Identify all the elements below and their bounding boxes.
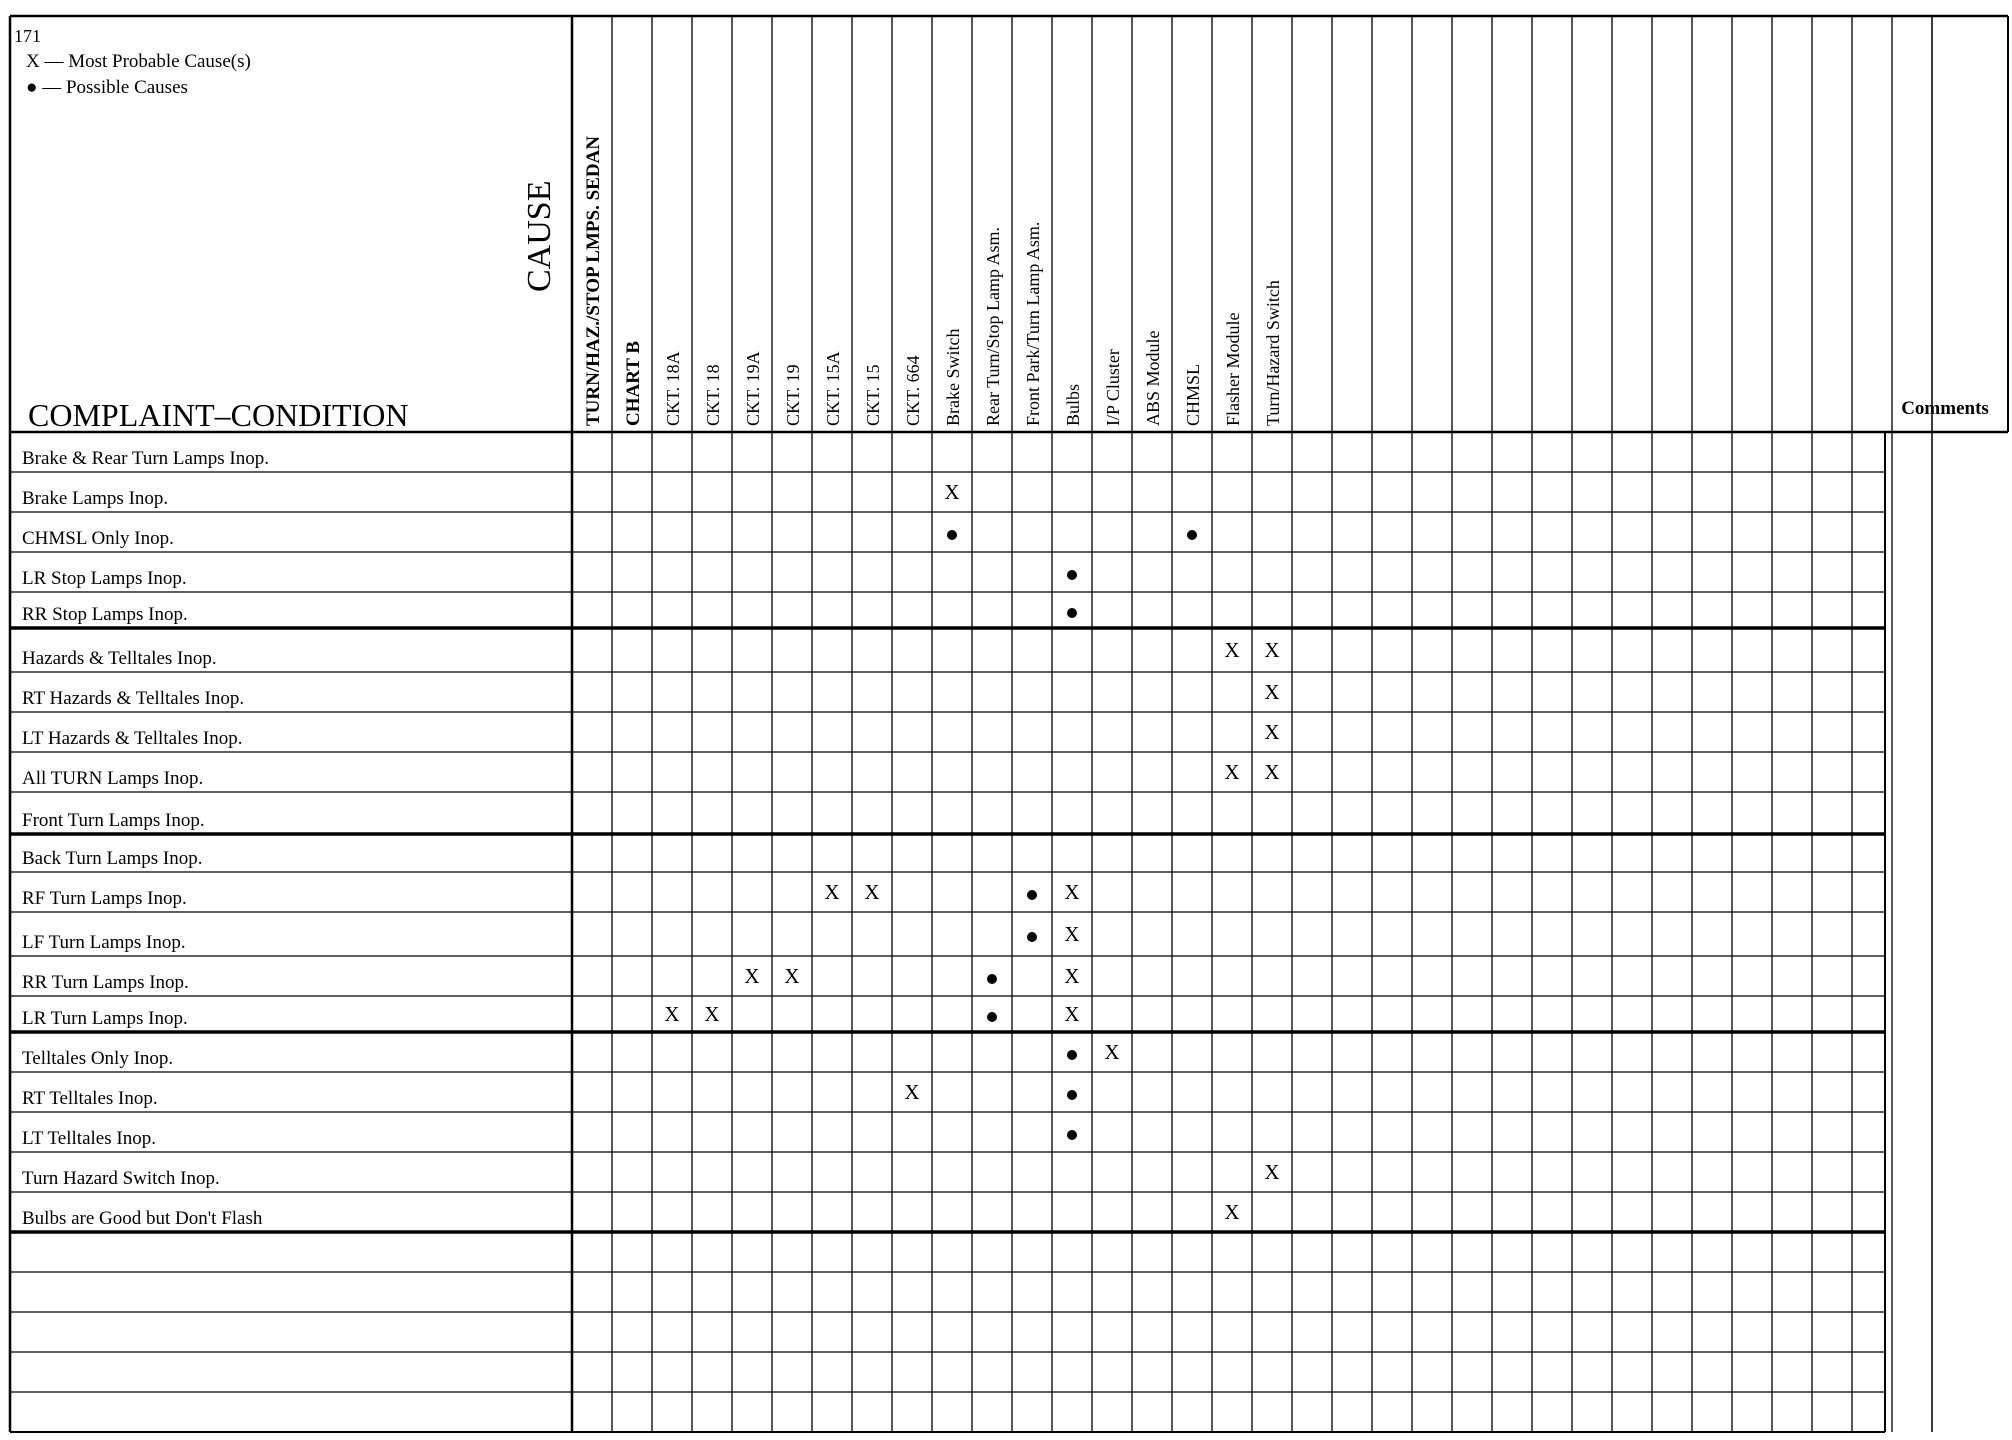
possible-cause-dot: [987, 974, 997, 984]
possible-cause-dot: [1067, 570, 1077, 580]
probable-cause-x: X: [1064, 880, 1080, 904]
cause-header: Front Park/Turn Lamp Asm.: [1023, 221, 1043, 426]
complaint-label: Front Turn Lamps Inop.: [22, 810, 205, 831]
probable-cause-x: X: [1224, 1200, 1240, 1224]
complaint-label: Turn Hazard Switch Inop.: [22, 1168, 220, 1189]
complaint-label: RT Hazards & Telltales Inop.: [22, 688, 245, 709]
probable-cause-x: X: [1224, 760, 1240, 784]
cause-header: I/P Cluster: [1103, 349, 1123, 426]
complaint-label: RF Turn Lamps Inop.: [22, 888, 187, 909]
cause-header: CHMSL: [1183, 363, 1203, 426]
probable-cause-x: X: [1064, 964, 1080, 988]
cause-header: ABS Module: [1143, 330, 1163, 426]
cause-header: Rear Turn/Stop Lamp Asm.: [983, 226, 1003, 426]
complaint-label: LF Turn Lamps Inop.: [22, 932, 186, 953]
complaint-label: RR Stop Lamps Inop.: [22, 604, 188, 625]
probable-cause-x: X: [944, 480, 960, 504]
probable-cause-x: X: [744, 964, 760, 988]
complaint-label: Telltales Only Inop.: [22, 1048, 174, 1069]
probable-cause-x: X: [1264, 760, 1280, 784]
probable-cause-x: X: [1264, 720, 1280, 744]
cause-header: CKT. 18A: [663, 351, 683, 426]
complaint-label: Brake Lamps Inop.: [22, 488, 169, 509]
complaint-label: Bulbs are Good but Don't Flash: [22, 1208, 263, 1229]
probable-cause-x: X: [664, 1002, 680, 1026]
probable-cause-x: X: [1264, 680, 1280, 704]
cause-label: CAUSE: [521, 180, 558, 292]
legend-possible: ● — Possible Causes: [26, 77, 188, 98]
complaint-label: All TURN Lamps Inop.: [22, 768, 204, 789]
possible-cause-dot: [987, 1012, 997, 1022]
cause-header: Flasher Module: [1223, 312, 1243, 426]
legend-most-probable: X — Most Probable Cause(s): [26, 51, 251, 72]
page-number: 171: [14, 26, 41, 46]
cause-header: CKT. 664: [903, 355, 923, 426]
cause-header: Turn/Hazard Switch: [1263, 280, 1283, 426]
possible-cause-dot: [1067, 1130, 1077, 1140]
chart-grid: [10, 16, 2008, 1432]
possible-cause-dot: [1067, 1090, 1077, 1100]
complaint-label: Hazards & Telltales Inop.: [22, 648, 217, 669]
cause-header: TURN/HAZ./STOP LMPS. SEDAN: [583, 136, 604, 426]
cause-header: CKT. 15A: [823, 351, 843, 426]
probable-cause-x: X: [1104, 1040, 1120, 1064]
complaint-condition-label: COMPLAINT–CONDITION: [28, 397, 409, 433]
complaint-label: RR Turn Lamps Inop.: [22, 972, 189, 993]
cause-header: CKT. 19A: [743, 351, 763, 426]
possible-cause-dot: [1027, 890, 1037, 900]
complaint-label: CHMSL Only Inop.: [22, 528, 174, 549]
cause-header: CKT. 18: [703, 364, 723, 426]
probable-cause-x: X: [1264, 1160, 1280, 1184]
cause-header: Bulbs: [1063, 383, 1083, 426]
possible-cause-dot: [947, 530, 957, 540]
complaint-label: Brake & Rear Turn Lamps Inop.: [22, 448, 269, 469]
probable-cause-x: X: [1264, 638, 1280, 662]
cause-header: Brake Switch: [943, 328, 963, 426]
possible-cause-dot: [1067, 1050, 1077, 1060]
possible-cause-dot: [1067, 608, 1077, 618]
probable-cause-x: X: [1224, 638, 1240, 662]
comments-label: Comments: [1901, 398, 1989, 419]
probable-cause-x: X: [784, 964, 800, 988]
cause-headers: [583, 136, 1283, 426]
complaint-label: LR Turn Lamps Inop.: [22, 1008, 188, 1029]
cause-header: CKT. 19: [783, 364, 803, 426]
complaint-label: LT Telltales Inop.: [22, 1128, 156, 1149]
cause-header: CHART B: [623, 340, 644, 426]
probable-cause-x: X: [704, 1002, 720, 1026]
complaint-label: RT Telltales Inop.: [22, 1088, 158, 1109]
possible-cause-dot: [1027, 932, 1037, 942]
probable-cause-x: X: [1064, 1002, 1080, 1026]
probable-cause-x: X: [904, 1080, 920, 1104]
complaint-label: Back Turn Lamps Inop.: [22, 848, 203, 869]
complaint-label: LT Hazards & Telltales Inop.: [22, 728, 243, 749]
probable-cause-x: X: [824, 880, 840, 904]
possible-cause-dot: [1187, 530, 1197, 540]
cause-header: CKT. 15: [863, 364, 883, 426]
complaint-label: LR Stop Lamps Inop.: [22, 568, 187, 589]
probable-cause-x: X: [1064, 922, 1080, 946]
probable-cause-x: X: [864, 880, 880, 904]
